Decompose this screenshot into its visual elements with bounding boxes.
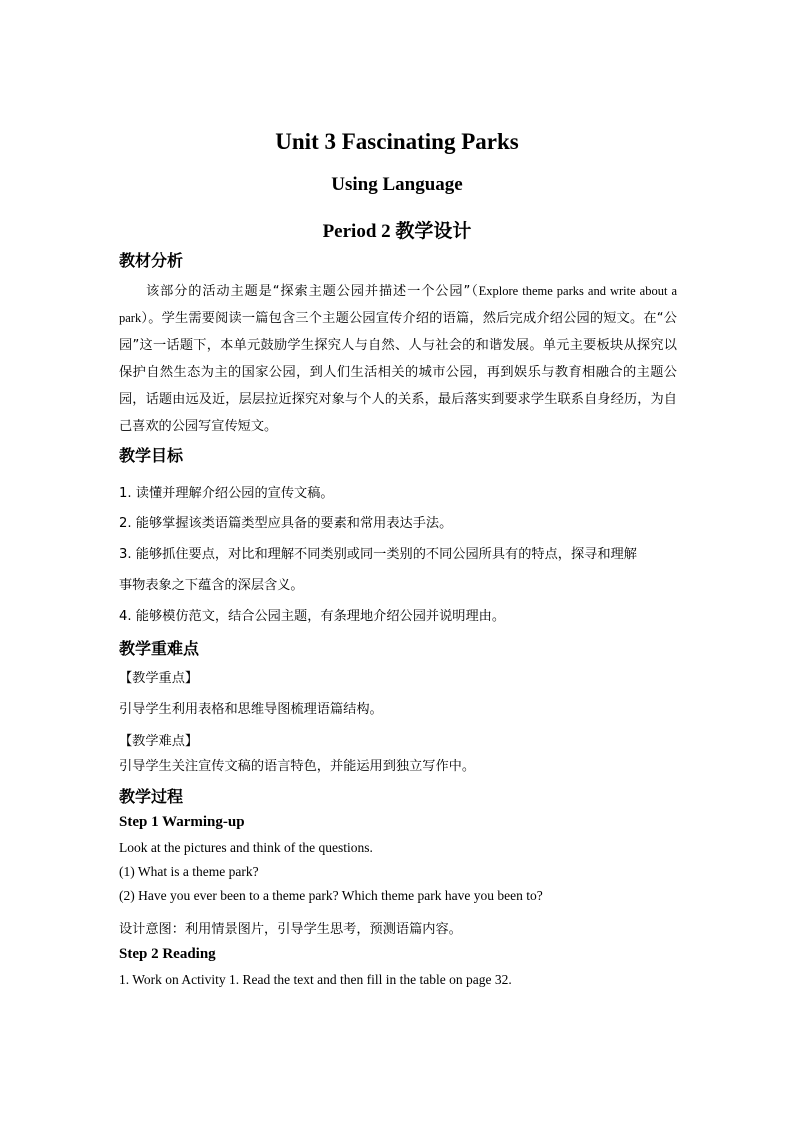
objective-item-3-cont: 事物表象之下蕴含的深层含义。 — [119, 578, 304, 593]
analysis-text-1: 该部分的活动主题是“探索主题公园并描述一个公园”（ — [146, 284, 479, 299]
step-2-title: Step 2 Reading — [119, 946, 216, 962]
analysis-text-en: Explore theme parks and write about a park — [119, 284, 677, 325]
step-1-title: Step 1 Warming-up — [119, 814, 245, 830]
section-heading-process: 教学过程 — [119, 787, 184, 806]
step-1-design-intent: 设计意图：利用情景图片，引导学生思考，预测语篇内容。 — [119, 922, 462, 937]
section-heading-key-points: 教学重难点 — [119, 639, 200, 658]
objective-item-2: 2. 能够掌握该类语篇类型应具备的要素和常用表达手法。 — [119, 516, 453, 531]
focus-text: 引导学生利用表格和思维导图梳理语篇结构。 — [119, 702, 383, 717]
focus-label: 【教学重点】 — [119, 671, 199, 686]
analysis-text-2: ）。学生需要阅读一篇包含三个主题公园宣传介绍的语篇，然后完成介绍公园的短文。在“公园”这一话题下，本单元鼓励学生探究人与自然、人与社会的和谐发展。单元主要板块从探究以保护自然生态为主的国家公园，到人们生活相关的城市公园，再到娱乐与教育相融合的主题公园，话题由远及近，层层拉近探究对象与个人的关系，最后落实到要求学生联系自身经历，为自己喜欢的公园写宣传短文。 — [119, 311, 677, 434]
objective-item-1: 1. 读懂并理解介绍公园的宣传文稿。 — [119, 486, 334, 501]
subtitle: Using Language — [331, 174, 463, 195]
step-1-question-2: (2) Have you ever been to a theme park? Which theme park have you been to? — [119, 888, 543, 903]
section-heading-analysis: 教材分析 — [119, 251, 184, 270]
difficulty-text: 引导学生关注宣传文稿的语言特色，并能运用到独立写作中。 — [119, 759, 476, 774]
step-2-item-1: 1. Work on Activity 1. Read the text and then fill in the table on page 32. — [119, 972, 512, 987]
step-1-question-1: (1) What is a theme park? — [119, 864, 259, 879]
analysis-paragraph — [119, 278, 677, 440]
step-1-intro: Look at the pictures and think of the questions. — [119, 840, 373, 855]
period-title: Period 2 教学设计 — [322, 221, 472, 242]
objective-item-3: 3. 能够抓住要点，对比和理解不同类别或同一类别的不同公园所具有的特点，探寻和理解 — [119, 547, 637, 562]
unit-title: Unit 3 Fascinating Parks — [275, 129, 519, 154]
difficulty-label: 【教学难点】 — [119, 734, 199, 749]
section-heading-objectives: 教学目标 — [119, 446, 184, 465]
objective-item-4: 4. 能够模仿范文，结合公园主题，有条理地介绍公园并说明理由。 — [119, 609, 506, 624]
